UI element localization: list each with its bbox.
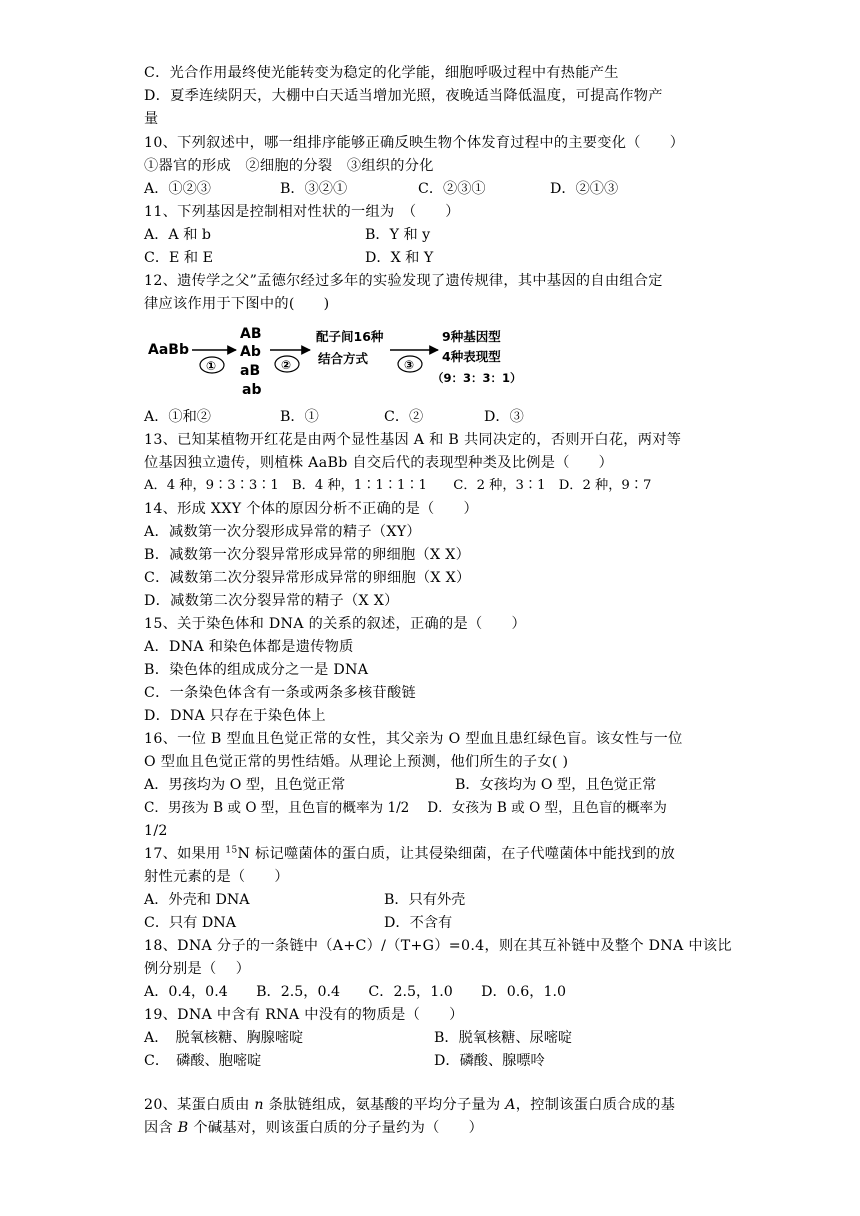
q10-items: ①器官的形成 ②细胞的分裂 ③组织的分化: [144, 158, 434, 174]
q14-option-a: A．减数第一次分裂形成异常的精子（XY）: [144, 524, 421, 540]
q17-isotope-mass: 15: [225, 845, 238, 856]
q13-stem-cont: 位基因独立遗传，则植株 AaBb 自交后代的表现型种类及比例是（ ）: [144, 455, 614, 471]
combine-line-1: 配子间16种: [316, 329, 384, 344]
q10-option-a: A．①②③: [144, 181, 211, 197]
q19-option-b: B．脱氧核糖、尿嘧啶: [434, 1030, 573, 1046]
q17-stem: [144, 843, 675, 865]
q14-option-d: D．减数第二次分裂异常的精子（X X）: [144, 593, 399, 609]
gamete-ab-mixed2: aB: [240, 363, 261, 379]
q16-options-cd: C．男孩为 B 或 O 型，且色盲的概率为 1/2 D．女孩为 B 或 O 型，且色盲的概率为: [144, 800, 667, 816]
q20-part-2: 条肽链组成，氨基酸的平均分子量为: [263, 1097, 506, 1113]
q17-option-d: D．不含有: [384, 915, 453, 931]
q17-option-b: B．只有外壳: [384, 892, 466, 908]
gamete-ab-lower: ab: [242, 382, 262, 398]
q16-option-b: B．女孩均为 O 型，且色觉正常: [455, 777, 657, 793]
q17-stem-cont: 射性元素的是（ ）: [144, 869, 289, 885]
gamete-ab-mixed: Ab: [240, 344, 261, 360]
q20-part-3: ，控制该蛋白质合成的基: [515, 1097, 676, 1113]
q15-stem: 15、关于染色体和 DNA 的关系的叙述，正确的是（ ）: [144, 616, 526, 632]
q12-option-b: B．①: [280, 409, 319, 425]
q15-option-b: B．染色体的组成成分之一是 DNA: [144, 662, 369, 678]
q12-option-d: D．③: [484, 409, 524, 425]
step-1-label: ①: [206, 359, 217, 373]
q11-option-b: B．Y 和 y: [365, 227, 431, 243]
q11-stem: 11、下列基因是控制相对性状的一组为 （ ）: [144, 204, 460, 220]
q10-option-c: C．②③①: [418, 181, 486, 197]
q12-stem-cont: 律应该作用于下图中的( ): [144, 296, 330, 312]
q16-options-cd-cont: 1/2: [144, 823, 168, 839]
q16-option-a: A．男孩均为 O 型，且色觉正常: [144, 777, 346, 793]
q18-stem-cont: 例分别是（ ）: [144, 961, 251, 977]
q9-option-c: C．光合作用最终使光能转变为稳定的化学能，细胞呼吸过程中有热能产生: [144, 65, 619, 81]
q17-stem-suffix: N 标记噬菌体的蛋白质，让其侵染细菌，在子代噬菌体中能找到的放: [237, 846, 676, 862]
q19-option-d: D．磷酸、腺嘌呤: [434, 1053, 545, 1069]
q10-stem: 10、下列叙述中，哪一组排序能够正确反映生物个体发育过程中的主要变化（ ）: [144, 135, 685, 151]
q14-option-b: B．减数第一次分裂异常形成异常的卵细胞（X X）: [144, 547, 471, 563]
q11-option-a: A．A 和 b: [144, 227, 211, 243]
combine-line-2: 结合方式: [318, 351, 369, 366]
q20-stem-cont: [144, 1117, 483, 1139]
q14-option-c: C．减数第二次分裂异常形成异常的卵细胞（X X）: [144, 570, 471, 586]
q20-part-4: 因含: [144, 1120, 178, 1136]
mendel-diagram: [144, 324, 544, 398]
q12-stem: 12、遗传学之父”孟德尔经过多年的实验发现了遗传规律，其中基因的自由组合定: [144, 273, 663, 289]
q16-stem-cont: O 型血且色觉正常的男性结婚。从理论上预测，他们所生的子女( ): [144, 754, 569, 770]
q12-option-a: A．①和②: [144, 409, 211, 425]
step-3-label: ③: [404, 358, 415, 372]
q11-option-c: C．E 和 E: [144, 250, 213, 266]
q17-stem-prefix: 17、如果用: [144, 846, 226, 862]
step-2-label: ②: [281, 358, 292, 372]
q18-stem: 18、DNA 分子的一条链中（A+C）/（T+G）=0.4，则在其互补链中及整个 DNA 中该比: [144, 938, 732, 954]
q20-var-b: B: [177, 1120, 189, 1136]
q15-option-a: A．DNA 和染色体都是遗传物质: [144, 639, 354, 655]
result-line-2: 4种表现型: [442, 349, 501, 364]
q20-part-5: 个碱基对，则该蛋白质的分子量约为（ ）: [188, 1120, 484, 1136]
q17-option-a: A．外壳和 DNA: [144, 892, 250, 908]
q14-stem: 14、形成 XXY 个体的原因分析不正确的是（ ）: [144, 501, 479, 517]
q17-option-c: C．只有 DNA: [144, 915, 236, 931]
result-line-1: 9种基因型: [442, 329, 501, 344]
q16-stem: 16、一位 B 型血且色觉正常的女性，其父亲为 O 型血且患红绿色盲。该女性与一位: [144, 731, 683, 747]
parent-genotype: AaBb: [148, 342, 189, 358]
q20-stem: [144, 1094, 675, 1116]
q15-option-c: C．一条染色体含有一条或两条多核苷酸链: [144, 685, 416, 701]
q20-part-1: 20、某蛋白质由: [144, 1097, 255, 1113]
q10-option-b: B．③②①: [280, 181, 348, 197]
q10-option-d: D．②①③: [550, 181, 619, 197]
q15-option-d: D．DNA 只存在于染色体上: [144, 708, 326, 724]
gamete-ab-upper: AB: [240, 326, 262, 342]
q19-option-a: A． 脱氧核糖、胸腺嘧啶: [144, 1030, 304, 1046]
q9-option-d: D．夏季连续阴天，大棚中白天适当增加光照，夜晚适当降低温度，可提高作物产: [144, 88, 663, 104]
q20-var-a: A: [505, 1097, 516, 1113]
q12-option-c: C．②: [384, 409, 424, 425]
q18-options: A．0.4，0.4 B．2.5，0.4 C．2.5，1.0 D．0.6，1.0: [144, 984, 567, 1000]
q20-var-n: n: [254, 1097, 264, 1113]
q19-stem: 19、DNA 中含有 RNA 中没有的物质是（ ）: [144, 1007, 464, 1023]
result-line-3: （9：3：3：1）: [432, 371, 522, 385]
q19-option-c: C． 磷酸、胞嘧啶: [144, 1053, 262, 1069]
q13-stem: 13、已知某植物开红花是由两个显性基因 A 和 B 共同决定的，否则开白花，两对等: [144, 432, 682, 448]
q9-option-d-cont: 量: [144, 111, 159, 127]
q13-options: A．4 种，9∶3∶3∶1 B．4 种，1∶1∶1∶1 C．2 种，3∶1 D．2 种，9∶7: [144, 478, 652, 493]
q11-option-d: D．X 和 Y: [365, 250, 434, 266]
